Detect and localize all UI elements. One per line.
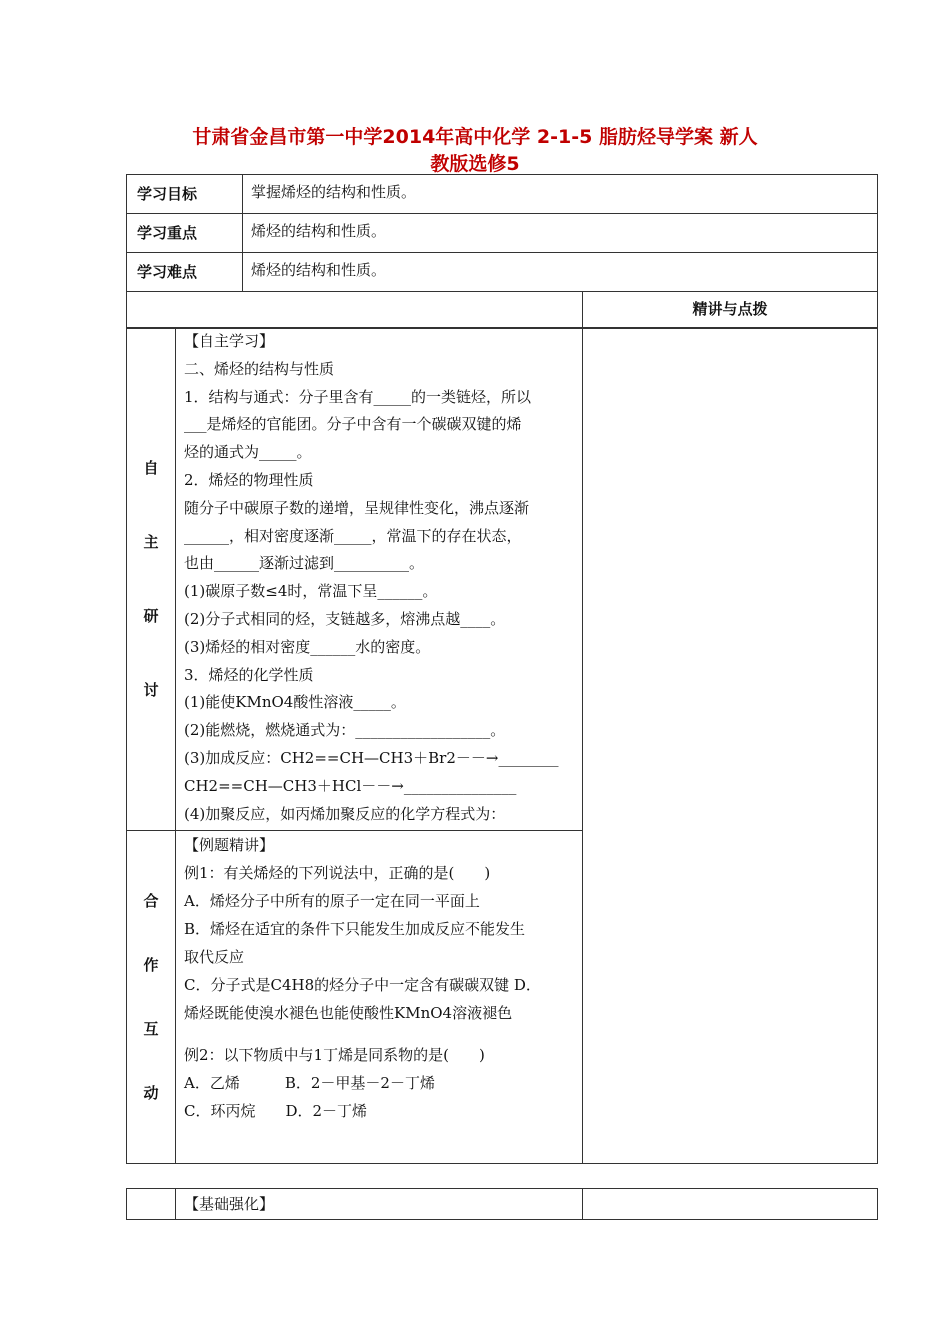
text-line: ______，相对密度逐渐_____，常温下的存在状态， (184, 526, 522, 545)
info-label: 学习重点 (127, 214, 243, 253)
blank-header-cell (127, 292, 583, 329)
text-line: (3)加成反应：CH2==CH—CH3＋Br2－－→________ (184, 748, 559, 767)
text-line: 也由______逐渐过滤到__________。 (184, 554, 425, 573)
text-line: 取代反应 (184, 948, 245, 966)
text-line: (1)碳原子数≤4时，常温下呈______。 (184, 582, 438, 601)
text-line: A．烯烃分子中所有的原子一定在同一平面上 (184, 892, 480, 910)
self-study-content (176, 328, 583, 831)
text-line: CH2==CH—CH3＋HCl－－→_______________ (184, 776, 517, 795)
info-value: 烯烃的结构和性质。 (243, 253, 878, 292)
study-plan-table (126, 174, 878, 329)
text-line: 例1：有关烯烃的下列说法中，正确的是( ) (184, 864, 491, 882)
text-line: 【例题精讲】 (184, 836, 275, 854)
text-line: (3)烯烃的相对密度______水的密度。 (184, 637, 431, 656)
basic-label: 【基础强化】 (176, 1189, 583, 1220)
text-line (184, 1027, 582, 1041)
text-line: C．分子式是C4H8的烃分子中一定含有碳碳双键 D． (184, 976, 541, 994)
info-value: 掌握烯烃的结构和性质。 (243, 175, 878, 214)
text-line: C．环丙烷 D．2－丁烯 (184, 1102, 368, 1120)
section-label-cooperation: 合 作 互 动 (127, 831, 176, 1164)
text-line: 3．烯烃的化学性质 (184, 665, 314, 684)
text-line: (1)能使KMnO4酸性溶液_____。 (184, 693, 406, 712)
title-line-2: 教版选修5 (430, 153, 520, 175)
text-line: 1．结构与通式：分子里含有_____的一类链烃，所以 (184, 387, 532, 406)
text-line: 例2：以下物质中与1丁烯是同系物的是( ) (184, 1046, 485, 1064)
text-line: 【自主学习】 (184, 332, 275, 350)
notes-column (583, 328, 878, 1164)
text-line: (2)能燃烧，燃烧通式为：__________________。 (184, 721, 506, 740)
notes-cell (583, 1189, 878, 1220)
notes-header: 精讲与点拨 (583, 292, 878, 329)
info-label: 学习目标 (127, 175, 243, 214)
info-value: 烯烃的结构和性质。 (243, 214, 878, 253)
text-line: 烃的通式为_____。 (184, 443, 312, 462)
text-line: 随分子中碳原子数的递增，呈规律性变化，沸点逐渐 (184, 498, 530, 517)
section-label-self-study: 自 主 研 讨 (127, 328, 176, 831)
cooperation-content (176, 831, 583, 1164)
blank-side-cell (127, 1189, 176, 1220)
text-line: (2)分子式相同的烃，支链越多，熔沸点越____。 (184, 609, 506, 628)
basic-table (126, 1188, 878, 1220)
text-line: 2．烯烃的物理性质 (184, 470, 314, 489)
text-line: B．烯烃在适宜的条件下只能发生加成反应不能发生 (184, 920, 526, 938)
text-line: ___是烯烃的官能团。分子中含有一个碳碳双键的烯 (184, 415, 522, 434)
text-line: 烯烃既能使溴水褪色也能使酸性KMnO4溶液褪色 (184, 1004, 513, 1022)
document-title (0, 124, 950, 178)
text-line: A．乙烯 B．2－甲基－2－丁烯 (184, 1074, 435, 1092)
title-line-1: 甘肃省金昌市第一中学2014年高中化学 2-1-5 脂肪烃导学案 新人 (192, 126, 758, 148)
text-line: 二、烯烃的结构与性质 (184, 359, 335, 378)
text-line: (4)加聚反应，如丙烯加聚反应的化学方程式为： (184, 804, 506, 823)
content-table (126, 327, 878, 1164)
info-label: 学习难点 (127, 253, 243, 292)
